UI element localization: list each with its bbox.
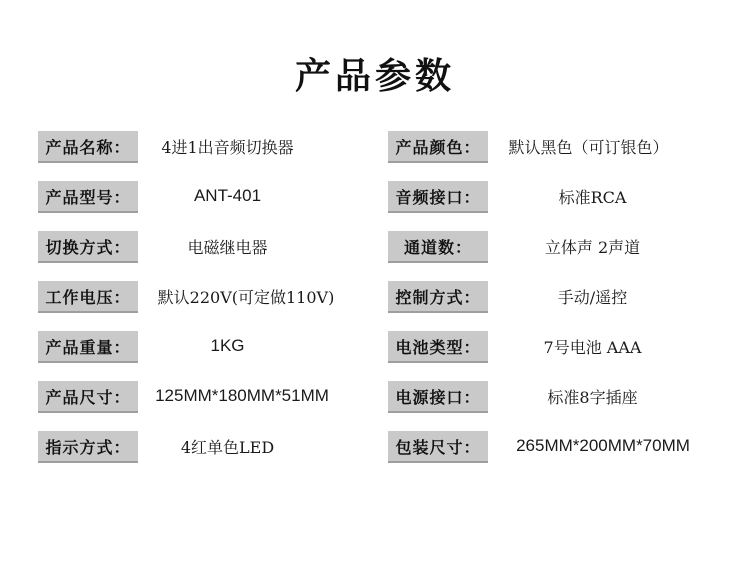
spec-value: 立体声 2声道 bbox=[544, 237, 641, 257]
spec-label: 工作电压： bbox=[38, 281, 138, 313]
spec-value: 1KG bbox=[210, 336, 245, 355]
spec-label: 控制方式： bbox=[388, 281, 488, 313]
spec-value: ANT-401 bbox=[193, 186, 262, 205]
spec-value: 265MM*200MM*70MM bbox=[516, 436, 690, 455]
spec-value: 4进1出音频切换器 bbox=[161, 137, 294, 157]
spec-label: 电源接口： bbox=[388, 381, 488, 413]
spec-label: 产品名称： bbox=[38, 131, 138, 163]
spec-label: 音频接口： bbox=[388, 181, 488, 213]
spec-value: 7号电池 AAA bbox=[543, 337, 642, 357]
spec-label: 产品型号： bbox=[38, 181, 138, 213]
spec-label: 通道数： bbox=[388, 231, 488, 263]
spec-label: 电池类型： bbox=[388, 331, 488, 363]
spec-value: 手动/遥控 bbox=[557, 287, 628, 307]
spec-value: 默认220V(可定做110V) bbox=[157, 287, 335, 307]
page-title: 产品参数 bbox=[294, 55, 455, 97]
spec-label: 产品颜色： bbox=[388, 131, 488, 163]
spec-label: 包装尺寸： bbox=[388, 431, 488, 463]
spec-value: 标准8字插座 bbox=[547, 387, 638, 407]
spec-value: 电磁继电器 bbox=[187, 237, 268, 257]
spec-label: 产品尺寸： bbox=[38, 381, 138, 413]
spec-label: 切换方式： bbox=[38, 231, 138, 263]
spec-value: 4红单色LED bbox=[180, 437, 275, 457]
spec-value: 标准RCA bbox=[558, 187, 627, 207]
spec-label: 产品重量： bbox=[38, 331, 138, 363]
spec-value: 125MM*180MM*51MM bbox=[155, 386, 329, 405]
spec-value: 默认黑色（可订银色） bbox=[508, 137, 669, 157]
spec-label: 指示方式： bbox=[38, 431, 138, 463]
